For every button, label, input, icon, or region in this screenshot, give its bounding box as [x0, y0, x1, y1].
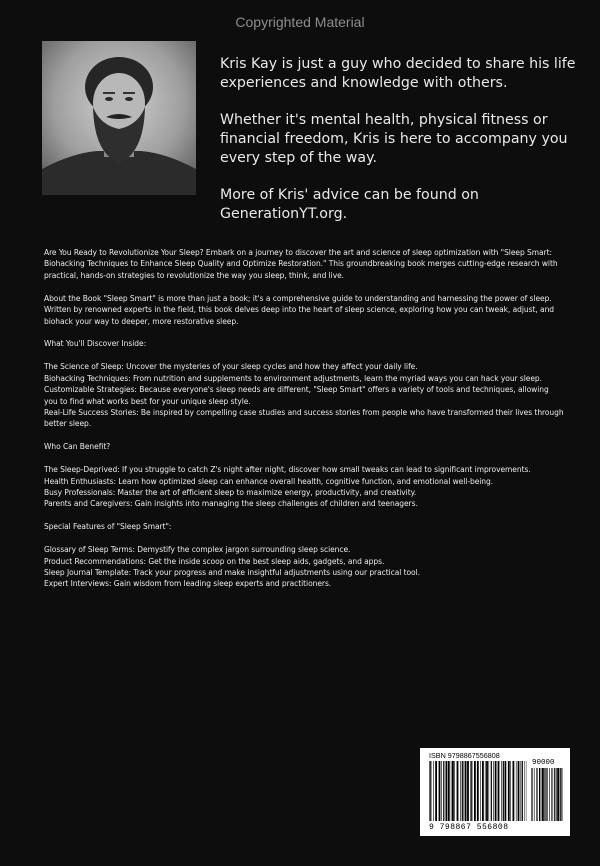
barcode-bar [510, 761, 511, 821]
barcode-bar [531, 768, 532, 821]
barcode-main-bars [429, 761, 527, 821]
barcode-bar [505, 761, 507, 821]
barcode-bar [539, 768, 540, 821]
bio-paragraph-1: Kris Kay is just a guy who decided to share his life experiences and knowledge with others. [220, 56, 576, 91]
barcode-bar [429, 761, 430, 821]
barcode-bar [486, 761, 488, 821]
barcode-bar [477, 761, 479, 821]
barcode-bar [464, 761, 465, 821]
isbn-label: ISBN 9798867556808 [429, 751, 500, 760]
discover-item: The Science of Sleep: Uncover the mysteries of your sleep cycles and how they affect your daily life. [44, 361, 418, 372]
barcode-bar [489, 761, 490, 821]
about-paragraph: About the Book "Sleep Smart" is more than just a book; it's a comprehensive guide to understanding and harnessing the power of sleep. Written by renowned experts in the field, this book delves deep into the heart of sleep science, exploring how you can tweak, adjust, and biohack your way to deeper, more restorative sleep. [44, 292, 554, 326]
barcode-bar [460, 761, 461, 821]
barcode-bar [544, 768, 545, 821]
barcode-bar [534, 768, 535, 821]
barcode-bar [451, 761, 452, 821]
barcode-bar [560, 768, 561, 821]
isbn-barcode [420, 748, 570, 836]
bio-paragraph-2: Whether it's mental health, physical fitness or financial freedom, Kris is here to accompany you every step of the way. [220, 112, 568, 166]
barcode-bar [480, 761, 481, 821]
barcode-bar [536, 768, 537, 821]
barcode-bar [501, 761, 502, 821]
barcode-bar [557, 768, 559, 821]
intro-paragraph: Are You Ready to Revolutionize Your Sleep? Embark on a journey to discover the art and science of sleep optimization with "Sleep Smart: Biohacking Techniques to Enhance Sleep Quality and Optimize Restoration." This groundbreaking book merges cutting-edge research with practical, hands-on strategies to revolutionize the way you sleep, think, and live. [44, 247, 558, 280]
benefit-item: Health Enthusiasts: Learn how optimized sleep can enhance overall health, cognitive function, and emotional well-being. [44, 475, 494, 486]
barcode-bar [525, 761, 526, 821]
discover-item: Real-Life Success Stories: Be inspired by compelling case studies and success stories from people who have transformed their lives through better sleep. [44, 406, 564, 429]
barcode-bar [553, 768, 554, 821]
bio-paragraph-3: More of Kris' advice can be found on GenerationYT.org. [220, 187, 479, 222]
barcode-bar [491, 761, 492, 821]
isbn-digits: 9 798867 556808 [429, 823, 509, 832]
barcode-bar [493, 761, 494, 821]
barcode-bar [474, 761, 476, 821]
barcode-addon-bars [531, 768, 563, 821]
barcode-bar [561, 768, 562, 821]
author-bio [220, 55, 580, 242]
barcode-bar [537, 768, 538, 821]
barcode-bar [556, 768, 557, 821]
barcode-bar [518, 761, 520, 821]
barcode-bar [435, 761, 437, 821]
barcode-bar [452, 761, 454, 821]
discover-heading: What You'll Discover Inside: [44, 338, 147, 349]
barcode-bar [532, 768, 533, 821]
barcode-bar [430, 761, 431, 821]
copyright-watermark: Copyrighted Material [235, 14, 365, 30]
barcode-bar [549, 768, 550, 821]
barcode-bar [522, 761, 523, 821]
barcode-bar [482, 761, 484, 821]
features-heading: Special Features of "Sleep Smart": [44, 521, 172, 532]
barcode-bar [454, 761, 455, 821]
author-portrait-image [42, 41, 196, 195]
feature-item: Sleep Journal Template: Track your progress and make insightful adjustments using our practical tool. [44, 567, 420, 578]
barcode-bar [551, 768, 552, 821]
discover-item: Customizable Strategies: Because everyone's sleep needs are different, "Sleep Smart" offers a variety of tools and techniques, allowing you to find what works best for your unique sleep style. [44, 384, 549, 406]
feature-item: Product Recommendations: Get the inside scoop on the best sleep aids, gadgets, and apps. [44, 555, 385, 566]
barcode-bar [495, 761, 497, 821]
barcode-bar [448, 761, 450, 821]
barcode-bar [462, 761, 463, 821]
barcode-bar [547, 768, 548, 821]
feature-item: Glossary of Sleep Terms: Demystify the complex jargon surrounding sleep science. [44, 544, 351, 555]
barcode-bar [513, 761, 515, 821]
barcode-bar [457, 761, 459, 821]
barcode-bar [441, 761, 442, 821]
discover-item: Biohacking Techniques: From nutrition and supplements to environment adjustments, learn the myriad ways you can hack your sleep. [44, 372, 542, 383]
barcode-bar [443, 761, 444, 821]
barcode-bar [467, 761, 469, 821]
barcode-bar [485, 761, 486, 821]
barcode-bar [471, 761, 472, 821]
barcode-bar [439, 761, 441, 821]
barcode-bar [542, 768, 544, 821]
price-code: 90000 [532, 759, 555, 767]
barcode-bar [541, 768, 542, 821]
barcode-bar [521, 761, 522, 821]
benefit-heading: Who Can Benefit? [44, 441, 111, 452]
benefit-item: The Sleep-Deprived: If you struggle to catch Z's night after night, discover how small tweaks can lead to significant improvements. [44, 464, 531, 475]
barcode-bar [503, 761, 504, 821]
barcode-bar [498, 761, 500, 821]
benefit-item: Busy Professionals: Master the art of efficient sleep to maximize energy, productivity, and creativity. [44, 487, 417, 497]
book-description [44, 247, 564, 590]
feature-item: Expert Interviews: Gain wisdom from leading sleep experts and practitioners. [44, 578, 332, 589]
barcode-bar [446, 761, 448, 821]
barcode-bar [470, 761, 471, 821]
barcode-bar [508, 761, 510, 821]
barcode-bar [516, 761, 517, 821]
barcode-bar [433, 761, 434, 821]
benefit-item: Parents and Caregivers: Gain insights into managing the sleep challenges of children and teenagers. [44, 498, 418, 509]
barcode-bar [554, 768, 555, 821]
author-photo [42, 41, 196, 195]
barcode-bar [546, 768, 547, 821]
barcode-bar [465, 761, 467, 821]
